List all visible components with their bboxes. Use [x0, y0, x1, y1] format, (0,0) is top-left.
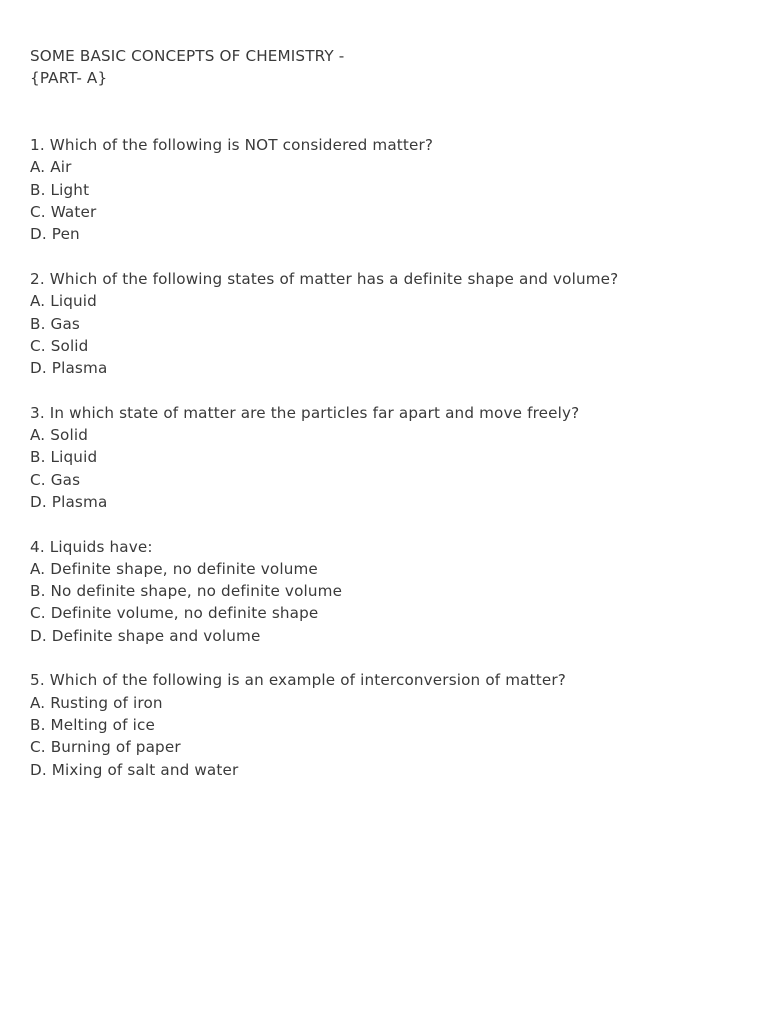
document-title [30, 45, 750, 90]
question-text: 3. In which state of matter are the particles far apart and move freely? [30, 403, 580, 422]
option-d: D. Pen [30, 225, 80, 244]
option-a: A. Solid [30, 426, 88, 445]
option-b: B. Gas [30, 314, 80, 333]
option-c: C. Gas [30, 470, 81, 489]
option-a: A. Definite shape, no definite volume [30, 559, 318, 578]
option-d: D. Definite shape and volume [30, 626, 261, 645]
question-text: 2. Which of the following states of matter has a definite shape and volume? [30, 269, 619, 288]
option-c: C. Definite volume, no definite shape [30, 604, 319, 623]
option-c: C. Solid [30, 336, 89, 355]
option-d: D. Plasma [30, 492, 108, 511]
question-2 [30, 268, 750, 379]
option-b: B. Liquid [30, 448, 98, 467]
subtitle-line: {PART- A} [30, 69, 108, 88]
option-c: C. Burning of paper [30, 738, 181, 757]
question-text: 4. Liquids have: [30, 537, 153, 556]
option-d: D. Mixing of salt and water [30, 760, 239, 779]
option-a: A. Air [30, 158, 72, 177]
title-line: SOME BASIC CONCEPTS OF CHEMISTRY - [30, 47, 345, 65]
question-3 [30, 402, 750, 513]
question-5 [30, 669, 750, 780]
option-c: C. Water [30, 203, 97, 222]
question-4 [30, 536, 750, 647]
option-b: B. No definite shape, no definite volume [30, 582, 343, 601]
option-b: B. Light [30, 180, 90, 199]
option-a: A. Rusting of iron [30, 693, 163, 712]
question-text: 1. Which of the following is NOT considered matter? [30, 136, 434, 155]
document-page [30, 45, 750, 803]
option-b: B. Melting of ice [30, 715, 155, 734]
question-1 [30, 134, 750, 245]
option-d: D. Plasma [30, 359, 108, 378]
question-text: 5. Which of the following is an example of interconversion of matter? [30, 671, 566, 690]
option-a: A. Liquid [30, 292, 97, 311]
